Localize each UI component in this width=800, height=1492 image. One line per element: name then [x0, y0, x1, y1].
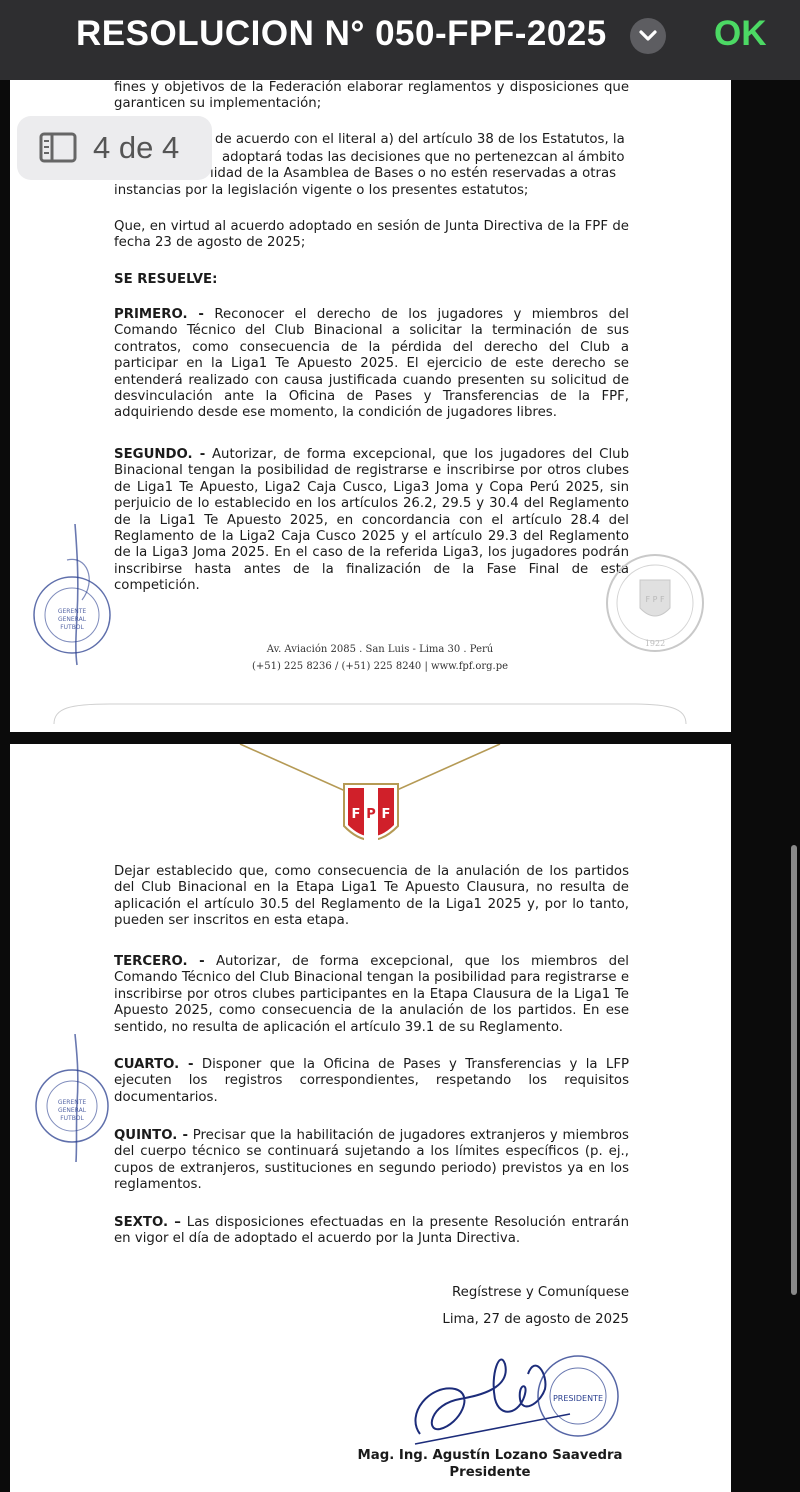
president-signature	[400, 1344, 630, 1454]
sidebar-icon[interactable]	[39, 132, 79, 164]
paragraph-literal-line2: adoptará todas las decisiones que no pertenezcan al ámbito	[222, 150, 625, 165]
paragraph-literal-line3: ıidad de la Asamblea de Bases o no estén reservadas a otras	[210, 166, 617, 181]
svg-text:GERENTE: GERENTE	[57, 608, 87, 615]
stamp-gerente-general	[27, 520, 117, 670]
title-dropdown-button[interactable]	[630, 18, 666, 54]
footer-address: Av. Aviación 2085 . San Luis - Lima 30 . Perú	[266, 644, 494, 655]
signatory-title: Presidente	[449, 1465, 531, 1480]
svg-text:1922: 1922	[644, 639, 666, 648]
ok-button[interactable]: OK	[714, 14, 767, 53]
stamp-gerente-general-2	[27, 1034, 117, 1164]
document-title: RESOLUCION N° 050-FPF-2025	[76, 14, 607, 53]
paragraph-dejar-establecido: Dejar establecido que, como consecuencia de la anulación de los partidos del Club Binacional en la Etapa Liga1 Te Apuesto Clausura, no resulta de aplicación el artículo 30.5 del Reglamento de la Liga1 2025 y, por lo tanto, pueden ser inscritos en esta etapa.	[114, 864, 629, 929]
svg-text:GERENTE: GERENTE	[57, 1099, 87, 1106]
closing-date: Lima, 27 de agosto de 2025	[442, 1312, 629, 1327]
document-page-2	[10, 744, 731, 1492]
svg-text:GENERAL: GENERAL	[57, 616, 87, 623]
svg-text:PRESIDENTE: PRESIDENTE	[552, 1394, 604, 1403]
paragraph-cuarto: CUARTO. - Disponer que la Oficina de Pases y Transferencias y la LFP ejecuten los registros correspondientes, respetando los requisitos documentarios.	[114, 1057, 629, 1105]
paragraph-objetivos: fines y objetivos de la Federación elaborar reglamentos y disposiciones que garanticen su implementación;	[114, 80, 629, 112]
chevron-down-icon	[630, 18, 666, 54]
paragraph-quinto: QUINTO. - Precisar que la habilitación de jugadores extranjeros y miembros del cuerpo técnico se continuará sujetando a los límites específicos (p. ej., cupos de extranjeros, sustituciones en segundo periodo) previstos ya en los reglamentos.	[114, 1128, 629, 1193]
footer-contact: (+51) 225 8236 / (+51) 225 8240 | www.fpf.org.pe	[251, 661, 509, 672]
fpf-watermark-seal	[600, 548, 710, 658]
svg-text:F: F	[381, 807, 391, 822]
footer-divider-curve	[10, 680, 731, 732]
paragraph-acuerdo: Que, en virtud al acuerdo adoptado en sesión de Junta Directiva de la FPF de fecha 23 de agosto de 2025;	[114, 219, 629, 251]
svg-text:P: P	[366, 807, 376, 822]
svg-text:FÚTBOL: FÚTBOL	[60, 1115, 84, 1122]
signatory-name: Mag. Ing. Agustín Lozano Saavedra	[357, 1448, 623, 1463]
vertical-scrollbar[interactable]	[791, 845, 797, 1295]
page-counter-label: 4 de 4	[93, 130, 180, 165]
fpf-logo-icon	[340, 780, 402, 856]
closing-registrese: Regístrese y Comuníquese	[452, 1285, 629, 1300]
paragraph-literal-line4: instancias por la legislación vigente o los presentes estatutos;	[114, 183, 529, 198]
paragraph-sexto: SEXTO. – Las disposiciones efectuadas en la presente Resolución entrarán en vigor el día de adoptado el acuerdo por la Junta Directiva.	[114, 1215, 630, 1247]
svg-text:F: F	[351, 807, 361, 822]
heading-se-resuelve: SE RESUELVE:	[114, 272, 218, 287]
paragraph-segundo: SEGUNDO. - Autorizar, de forma excepcional, que los jugadores del Club Binacional tengan la posibilidad de registrarse e inscribirse por otros clubes de Liga1 Te Apuesto, Liga2 Caja Cusco, Liga3 Joma y Copa Perú 2025, sin perjuicio de lo establecido en los artículos 26.2, 29.5 y 30.4 del Reglamento de la Liga1 Te Apuesto 2025, en concordancia con el artículo 28.4 del Reglamento de la Liga2 Caja Cusco 2025 y el artículo 29.3 del Reglamento de la Liga3 Joma 2025. En el caso de la referida Liga3, los jugadores podrán inscribirse hasta antes de la finalización de la Fase Final de esta competición.	[114, 447, 630, 594]
svg-text:FÚTBOL: FÚTBOL	[60, 624, 84, 631]
paragraph-primero: PRIMERO. - Reconocer el derecho de los jugadores y miembros del Comando Técnico del Club Binacional a solicitar la terminación de sus contratos, como consecuencia de la pérdida del derecho del Club a participar en la Liga1 Te Apuesto 2025. El ejercicio de este derecho se entenderá realizado con causa justificada cuando presenten su solicitud de desvinculación ante la Oficina de Pases y Transferencias de la FPF, adquiriendo desde ese momento, la condición de jugadores libres.	[114, 307, 629, 421]
svg-text:F P F: F P F	[645, 595, 665, 604]
paragraph-literal-line1: de acuerdo con el literal a) del artículo 38 de los Estatutos, la	[215, 132, 625, 147]
paragraph-tercero: TERCERO. - Autorizar, de forma excepcional, que los miembros del Comando Técnico del Club Binacional tengan la posibilidad para registrarse e inscribirse por otros clubes participantes en la Etapa Clausura de la Liga1 Te Apuesto 2025, como consecuencia de la anulación de los partidos. En ese sentido, no resulta de aplicación el artículo 39.1 de su Reglamento.	[114, 954, 629, 1035]
svg-text:GENERAL: GENERAL	[57, 1107, 87, 1114]
